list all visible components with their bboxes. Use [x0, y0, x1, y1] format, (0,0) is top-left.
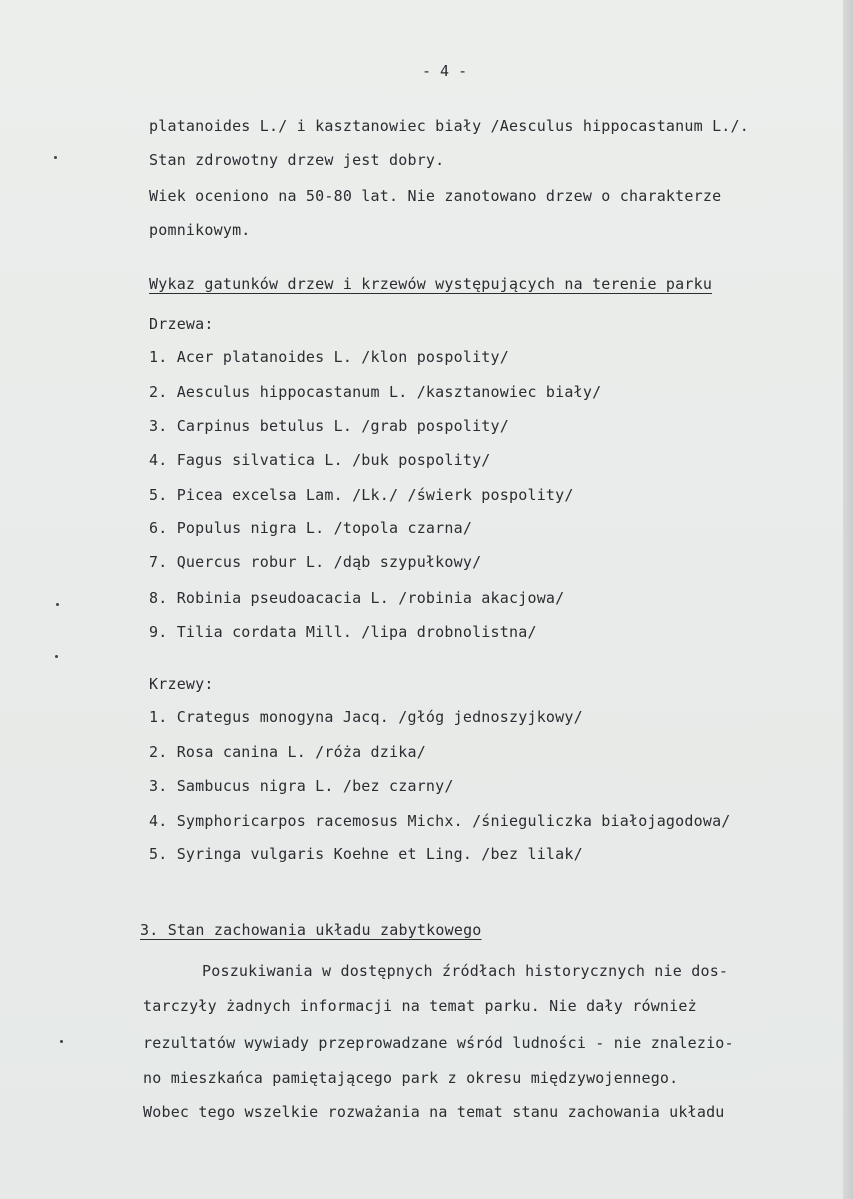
section-line: rezultatów wywiady przeprowadzane wśród ludności - nie znalezio- [143, 1034, 734, 1052]
species-heading: Wykaz gatunków drzew i krzewów występujących na terenie parku [149, 275, 713, 293]
tree-item: 4. Fagus silvatica L. /buk pospolity/ [149, 451, 491, 469]
section-line: no mieszkańca pamiętającego park z okresu międzywojennego. [143, 1069, 679, 1087]
page-number: - 4 - [422, 62, 468, 80]
tree-item: 7. Quercus robur L. /dąb szypułkowy/ [149, 553, 482, 571]
trees-label: Drzewa: [149, 315, 214, 333]
shrubs-label: Krzewy: [149, 675, 214, 693]
shrub-item: 1. Crategus monogyna Jacq. /głóg jednoszyjkowy/ [149, 708, 583, 726]
section-line: tarczyły żadnych informacji na temat parku. Nie dały również [143, 997, 697, 1015]
section-line: Wobec tego wszelkie rozważania na temat stanu zachowania układu [143, 1103, 725, 1121]
intro-line: Wiek oceniono na 50-80 lat. Nie zanotowano drzew o charakterze [149, 187, 722, 205]
shrub-item: 5. Syringa vulgaris Koehne et Ling. /bez lilak/ [149, 845, 583, 863]
shrub-item: 3. Sambucus nigra L. /bez czarny/ [149, 777, 454, 795]
intro-line: Stan zdrowotny drzew jest dobry. [149, 151, 445, 169]
tree-item: 6. Populus nigra L. /topola czarna/ [149, 519, 473, 537]
tree-item: 8. Robinia pseudoacacia L. /robinia akacjowa/ [149, 589, 565, 607]
margin-mark [55, 655, 58, 658]
margin-mark [54, 156, 57, 159]
tree-item: 1. Acer platanoides L. /klon pospolity/ [149, 348, 509, 366]
section-line: Poszukiwania w dostępnych źródłach historycznych nie dos- [202, 962, 729, 980]
tree-item: 3. Carpinus betulus L. /grab pospolity/ [149, 417, 509, 435]
section-heading: 3. Stan zachowania układu zabytkowego [140, 921, 482, 939]
intro-line: platanoides L./ i kasztanowiec biały /Aesculus hippocastanum L./. [149, 117, 749, 135]
tree-item: 2. Aesculus hippocastanum L. /kasztanowiec biały/ [149, 383, 602, 401]
shrub-item: 2. Rosa canina L. /róża dzika/ [149, 743, 426, 761]
margin-mark [56, 603, 59, 606]
tree-item: 5. Picea excelsa Lam. /Lk./ /świerk pospolity/ [149, 486, 574, 504]
page-edge [843, 0, 853, 1199]
intro-line: pomnikowym. [149, 221, 251, 239]
tree-item: 9. Tilia cordata Mill. /lipa drobnolistna/ [149, 623, 537, 641]
margin-mark [60, 1040, 63, 1043]
shrub-item: 4. Symphoricarpos racemosus Michx. /śnieguliczka białojagodowa/ [149, 812, 731, 830]
